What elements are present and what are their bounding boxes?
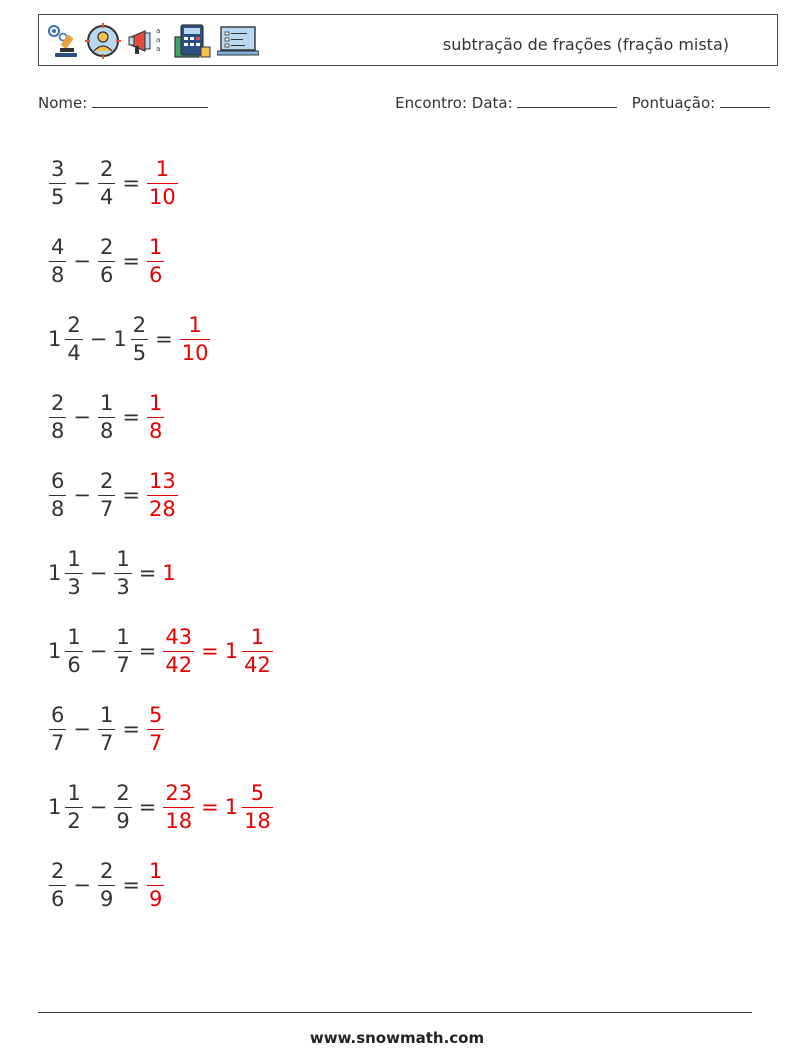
answer-value xyxy=(160,780,197,833)
answer xyxy=(160,780,275,833)
numerator: 1 xyxy=(148,390,163,415)
name-field[interactable] xyxy=(38,94,208,112)
minuend xyxy=(46,624,86,677)
problem-row xyxy=(46,456,276,534)
fraction xyxy=(49,468,66,521)
minus-sign: − xyxy=(89,795,108,819)
denominator: 8 xyxy=(148,418,163,443)
fraction xyxy=(147,234,164,287)
numerator: 2 xyxy=(51,858,65,883)
denominator: 3 xyxy=(67,574,81,599)
meeting-date-label: Encontro: Data: xyxy=(395,94,513,112)
numerator: 43 xyxy=(165,624,193,649)
subtrahend xyxy=(95,390,118,443)
numerator: 3 xyxy=(51,156,65,181)
numerator: 2 xyxy=(67,312,81,337)
answer-value xyxy=(144,468,181,521)
subtrahend xyxy=(95,156,118,209)
minus-sign: − xyxy=(73,249,91,273)
meeting-score-fields xyxy=(395,94,770,112)
minus-sign: − xyxy=(73,717,91,741)
answer-value xyxy=(223,780,276,833)
fraction xyxy=(49,702,66,755)
denominator: 28 xyxy=(148,496,176,521)
denominator: 42 xyxy=(244,652,271,677)
date-blank[interactable] xyxy=(517,94,617,108)
problem-row xyxy=(46,378,276,456)
equals-sign: = xyxy=(155,327,173,351)
numerator: 4 xyxy=(51,234,65,259)
answer xyxy=(160,624,275,677)
name-label: Nome: xyxy=(38,94,88,112)
fraction xyxy=(147,858,164,911)
fraction xyxy=(163,780,194,833)
numerator: 1 xyxy=(116,624,130,649)
svg-text:a: a xyxy=(156,27,161,35)
fraction xyxy=(65,312,82,365)
answer xyxy=(144,234,167,287)
denominator: 7 xyxy=(116,652,130,677)
subtrahend xyxy=(111,312,151,365)
svg-text:a: a xyxy=(156,36,161,44)
denominator: 8 xyxy=(51,496,65,521)
minuend xyxy=(46,546,86,599)
whole-number: 1 xyxy=(48,327,62,351)
denominator: 7 xyxy=(148,730,163,755)
minus-sign: − xyxy=(73,873,91,897)
fraction xyxy=(163,624,194,677)
denominator: 9 xyxy=(148,886,163,911)
numerator: 1 xyxy=(116,546,130,571)
denominator: 4 xyxy=(67,340,81,365)
answer xyxy=(177,312,214,365)
answer xyxy=(160,561,176,585)
fraction xyxy=(147,390,164,443)
answer xyxy=(144,702,167,755)
answer xyxy=(144,858,167,911)
numerator: 1 xyxy=(148,858,163,883)
whole-number: 1 xyxy=(48,561,62,585)
numerator: 1 xyxy=(148,234,163,259)
answer-value xyxy=(144,702,167,755)
numerator: 2 xyxy=(99,468,114,493)
microscope-gear-icon xyxy=(45,23,79,59)
denominator: 9 xyxy=(99,886,114,911)
subtrahend xyxy=(111,780,134,833)
calculator-money-icon xyxy=(173,23,211,59)
answer-value xyxy=(144,156,181,209)
minus-sign: − xyxy=(89,639,108,663)
minuend xyxy=(46,780,86,833)
denominator: 7 xyxy=(99,730,114,755)
footer-url: www.snowmath.com xyxy=(309,1029,485,1047)
subtrahend xyxy=(111,546,134,599)
numerator: 2 xyxy=(116,780,130,805)
answer-equals-sign: = xyxy=(201,639,219,663)
minuend xyxy=(46,858,69,911)
denominator: 2 xyxy=(67,808,81,833)
numerator: 1 xyxy=(67,780,81,805)
equals-sign: = xyxy=(138,561,157,585)
numerator: 1 xyxy=(155,156,170,181)
laptop-checklist-icon xyxy=(217,23,259,59)
fraction xyxy=(131,312,148,365)
equals-sign: = xyxy=(122,873,140,897)
denominator: 8 xyxy=(51,418,65,443)
fraction xyxy=(242,780,273,833)
problem-row xyxy=(46,846,276,924)
minuend xyxy=(46,702,69,755)
score-label: Pontuação: xyxy=(631,94,716,112)
denominator: 8 xyxy=(51,262,65,287)
numerator: 6 xyxy=(51,468,65,493)
minus-sign: − xyxy=(89,327,108,351)
fraction xyxy=(147,702,164,755)
subtrahend xyxy=(95,234,118,287)
answer-value xyxy=(223,624,276,677)
answer xyxy=(144,468,181,521)
answer-value xyxy=(160,561,176,585)
numerator: 1 xyxy=(67,546,81,571)
fraction xyxy=(98,468,115,521)
answer-value xyxy=(144,858,167,911)
subtrahend xyxy=(111,624,134,677)
fraction xyxy=(98,390,115,443)
fraction xyxy=(65,780,82,833)
numerator: 6 xyxy=(51,702,65,727)
megaphone-icon xyxy=(127,23,167,59)
fraction xyxy=(114,546,131,599)
equals-sign: = xyxy=(122,483,140,507)
fraction xyxy=(147,468,178,521)
numerator: 2 xyxy=(99,858,114,883)
svg-text:a: a xyxy=(156,45,161,53)
subtrahend xyxy=(95,468,118,521)
answer-value xyxy=(177,312,214,365)
minuend xyxy=(46,234,69,287)
numerator: 5 xyxy=(148,702,163,727)
equals-sign: = xyxy=(122,717,140,741)
minus-sign: − xyxy=(73,405,91,429)
whole-number: 1 xyxy=(162,561,176,585)
numerator: 1 xyxy=(250,624,265,649)
answer-value xyxy=(160,624,197,677)
score-blank[interactable] xyxy=(720,94,770,108)
denominator: 42 xyxy=(165,652,193,677)
numerator: 2 xyxy=(51,390,65,415)
equals-sign: = xyxy=(138,795,157,819)
denominator: 7 xyxy=(99,496,114,521)
problem-row xyxy=(46,300,276,378)
fraction xyxy=(147,156,178,209)
worksheet-title: subtração de frações (fração mista) xyxy=(442,35,729,54)
numerator: 1 xyxy=(67,624,81,649)
minuend xyxy=(46,312,86,365)
equals-sign: = xyxy=(122,249,140,273)
fraction xyxy=(98,702,115,755)
whole-number: 1 xyxy=(48,639,62,663)
denominator: 5 xyxy=(132,340,147,365)
fraction xyxy=(98,156,115,209)
fraction xyxy=(49,234,66,287)
numerator: 23 xyxy=(165,780,193,805)
denominator: 18 xyxy=(244,808,271,833)
numerator: 1 xyxy=(99,702,114,727)
minus-sign: − xyxy=(73,483,91,507)
subtrahend xyxy=(95,702,118,755)
denominator: 9 xyxy=(116,808,130,833)
numerator: 13 xyxy=(148,468,176,493)
whole-number: 1 xyxy=(113,327,127,351)
numerator: 5 xyxy=(250,780,265,805)
fraction xyxy=(180,312,211,365)
denominator: 5 xyxy=(51,184,65,209)
equals-sign: = xyxy=(138,639,157,663)
denominator: 6 xyxy=(148,262,163,287)
fraction xyxy=(65,546,82,599)
footer-divider xyxy=(38,1012,752,1013)
minus-sign: − xyxy=(89,561,108,585)
problem-row xyxy=(46,690,276,768)
denominator: 10 xyxy=(181,340,209,365)
fraction xyxy=(49,390,66,443)
equals-sign: = xyxy=(122,405,140,429)
subtrahend xyxy=(95,858,118,911)
denominator: 18 xyxy=(165,808,193,833)
denominator: 6 xyxy=(99,262,114,287)
denominator: 6 xyxy=(51,886,65,911)
answer xyxy=(144,156,181,209)
equals-sign: = xyxy=(122,171,140,195)
answer-value xyxy=(144,390,167,443)
problem-row xyxy=(46,222,276,300)
fraction xyxy=(98,234,115,287)
whole-number: 1 xyxy=(224,795,239,819)
numerator: 1 xyxy=(188,312,202,337)
fraction xyxy=(49,156,66,209)
minus-sign: − xyxy=(73,171,91,195)
fraction xyxy=(49,858,66,911)
minuend xyxy=(46,468,69,521)
problem-row xyxy=(46,534,276,612)
user-target-icon xyxy=(85,23,121,59)
fraction xyxy=(114,780,131,833)
numerator: 2 xyxy=(132,312,147,337)
denominator: 4 xyxy=(99,184,114,209)
problem-row xyxy=(46,144,276,222)
problem-row xyxy=(46,612,276,690)
numerator: 2 xyxy=(99,156,114,181)
answer xyxy=(144,390,167,443)
fraction xyxy=(65,624,82,677)
whole-number: 1 xyxy=(48,795,62,819)
denominator: 10 xyxy=(148,184,176,209)
whole-number: 1 xyxy=(224,639,239,663)
numerator: 2 xyxy=(99,234,114,259)
header-icons xyxy=(45,23,259,59)
answer-value xyxy=(144,234,167,287)
problem-row xyxy=(46,768,276,846)
answer-equals-sign: = xyxy=(201,795,219,819)
fraction xyxy=(98,858,115,911)
denominator: 8 xyxy=(99,418,114,443)
minuend xyxy=(46,156,69,209)
worksheet-header xyxy=(38,14,778,66)
minuend xyxy=(46,390,69,443)
denominator: 7 xyxy=(51,730,65,755)
name-blank[interactable] xyxy=(92,94,208,108)
fraction xyxy=(242,624,273,677)
problem-list xyxy=(46,144,276,924)
denominator: 6 xyxy=(67,652,81,677)
fraction xyxy=(114,624,131,677)
denominator: 3 xyxy=(116,574,130,599)
numerator: 1 xyxy=(99,390,114,415)
